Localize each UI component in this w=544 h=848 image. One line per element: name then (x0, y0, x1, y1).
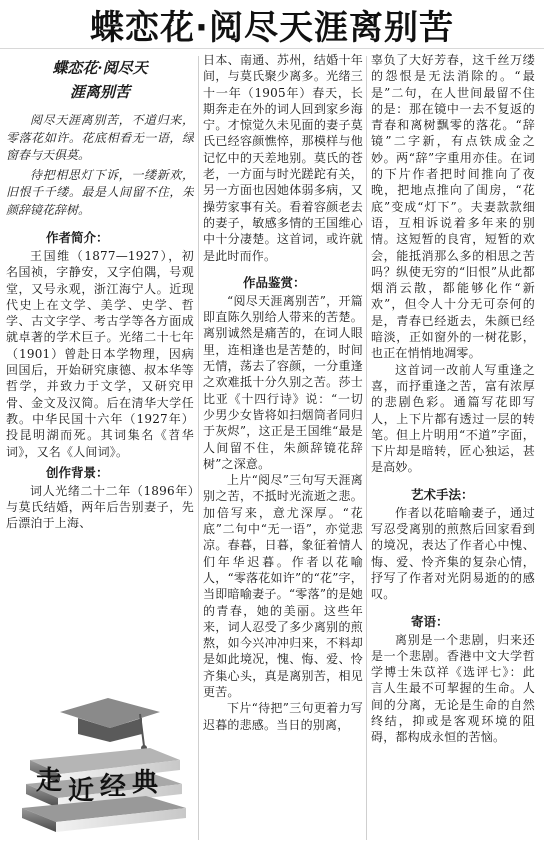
appreciation-para-2: 上片“阅尽”三句写天涯离别之苦，不抵时光流逝之悲。加倍写来，意尤深厚。“花底”二句中“无一语”，亦觉悲凉。春暮，日暮，象征着情人们年华迟暮。作者以花喻人，“零落花如许”的“花”字，当即暗喻妻子。“零落”的是她的青春，她的美丽。这些年来，词人忍受了多少离别的煎熬，如今兴冲冲归来，不料却是如此境况，愧、悔、爱、怜齐集心头，真是离别苦，相见更苦。 (203, 473, 363, 699)
deco-char-4: 典 (132, 768, 165, 798)
column-divider-2 (366, 56, 367, 840)
author-text: 王国维（1877—1927），初名国祯，字静安，又字伯隅，号观堂，又号永观，浙江海宁人。近现代史上在文学、美学、史学、哲学、古文字学、考古学等各方面成就卓著的学术巨子。光绪二十七年（1901）曾赴日本学物理，因病回国后，开始研究康德、叔本华等哲学，并致力于文学，又研究甲骨、金文及汉简。后在清华大学任教。中华民国十六年（1927年）投昆明湖而死。其词集名《苕华词》，又名《人间词》。 (6, 249, 194, 459)
column-right (371, 52, 535, 846)
background-text: 词人光绪二十二年（1896年）与莫氏结婚，两年后告别妻子，先后漂泊于上海、 (6, 483, 194, 531)
banner-title: 蝶恋花·阅尽天涯离别苦 (90, 7, 454, 48)
poem-title (6, 56, 194, 104)
author-heading: 作者简介： (46, 230, 109, 245)
deco-char-2: 近 (68, 776, 101, 806)
appreciation-para-3-continued: 辜负了大好芳春，这千丝万缕的怨恨是无法消除的。“最是”二句，在人世间最留不住的是：那在镜中一去不复返的青春和离树飘零的落花。“辞镜”二字新，有点铁成金之妙。两“辞”字重用亦佳。在词的下片作者把时间推向了夜晚，把地点推向了闺房，“花底”变成“灯下”。夫妻款款细语，互相诉说着多年来的别情。这短暂的良宵，短暂的欢会，能抵消那么多的相思之苦吗？纵使无穷的“旧恨”从此都烟消云散，都能够化作“新欢”，但令人十分无可奈何的是，青春已经逝去，朱颜已经暗淡，正如窗外的一树花影，也正在悄悄地凋零。 (371, 53, 535, 361)
deco-char-3: 经 (100, 772, 133, 802)
column-middle (203, 52, 363, 846)
deco-caption (36, 760, 165, 806)
deco-char-1: 走 (36, 766, 69, 796)
appreciation-para-4: 这首词一改前人写重逢之喜，而抒重逢之苦，富有浓厚的悲剧色彩。通篇写花即写人，上下片都有透过一层的转笔。但上片明用“不道”字面，下片却是暗转，匠心独运，甚是高妙。 (371, 362, 535, 475)
technique-heading: 艺术手法： (411, 486, 474, 502)
background-heading: 创作背景： (46, 464, 109, 480)
appreciation-para-1: “阅尽天涯离别苦”，开篇即直陈久别给人带来的苦楚。离别诚然是痛苦的，在词人眼里，连相逢也是苦楚的，时间无情，荡去了容颜，一分重逢之欢难抵十分久别之苦。莎士比亚《十四行诗》说：“一切少男少女皆将如扫烟筒者同归于灰烬”，这正是王国维“最是人间留不住，朱颜辞镜花辞树”之深意。 (203, 293, 363, 471)
message-text: 离别是一个悲剧，归来还是一个悲剧。香港中文大学哲学博士朱苡祥《选评七》：此言人生最不可挈握的生命。人间的分离，无论是生命的自然终结，抑或是客观环境的阻碍，都构成永恒的苦恼。 (371, 632, 535, 745)
poem-stanza-1: 阅尽天涯离别苦，不道归来，零落花如许。花底相看无一语，绿窗春与天俱莫。 (6, 113, 194, 162)
poem-title-line-2: 涯离别苦 (69, 83, 130, 101)
appreciation-heading: 作品鉴赏： (243, 274, 306, 290)
message-heading: 寄语： (411, 613, 449, 629)
poem-stanza-2: 待把相思灯下诉，一缕新欢，旧恨千千缕。最是人间留不住，朱颜辞镜花辞树。 (6, 167, 194, 217)
column-divider-1 (198, 56, 199, 840)
banner (0, 0, 544, 49)
appreciation-para-3: 下片“待把”三句更着力写迟暮的悲感。当日的别离， (203, 701, 363, 732)
background-text-continued: 日本、南通、苏州，结婚十年间，与莫氏聚少离多。光绪三十一年（1905年）春天，长期奔走在外的词人回到家乡海宁。才惊觉久未见面的妻子莫氏已经容颜憔悴，那模样与他记忆中的天差地别。莫氏的苍老，一方面与时光蹉跎有关，另一方面也因她体弱多病，又操劳家事有关。看着容颜老去的妻子，敏感多情的王国维心中十分凄楚。这首词，或许就是此时而作。 (203, 53, 363, 263)
technique-text: 作者以花暗喻妻子，通过写忍受离别的煎熬后回家看到的境况，表达了作者心中愧、悔、爱、怜齐集的复杂心情，抒写了作者对光阴易逝的的感叹。 (371, 505, 535, 602)
poem-title-line-1: 蝶恋花·阅尽天 (52, 59, 148, 77)
